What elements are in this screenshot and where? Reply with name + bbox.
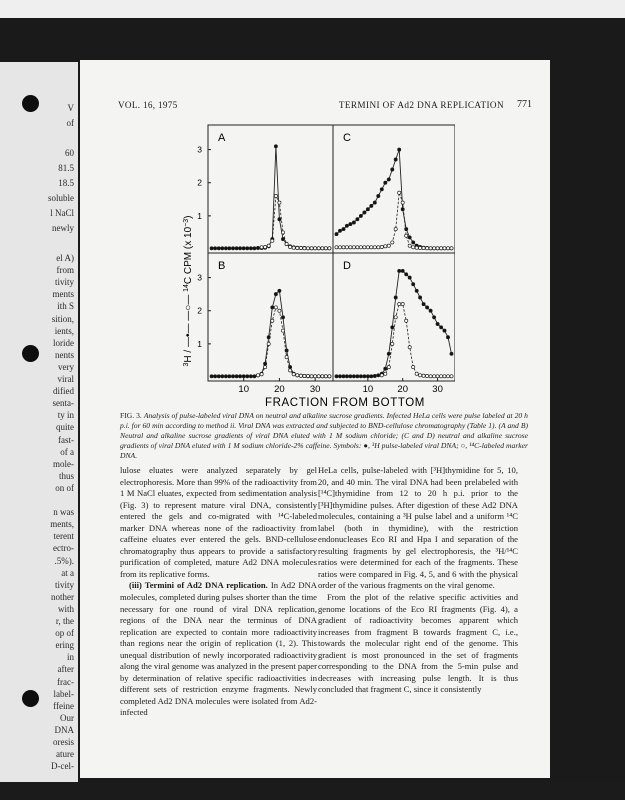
data-point-14c <box>419 374 422 377</box>
data-point-3h <box>391 168 394 171</box>
data-point-3h <box>239 247 242 250</box>
left-page-text: Our <box>60 712 74 723</box>
running-title: TERMINI OF Ad2 DNA REPLICATION <box>338 100 504 110</box>
left-page-text: of a <box>60 446 74 457</box>
data-point-14c <box>306 247 309 250</box>
data-point-14c <box>278 201 281 204</box>
data-point-14c <box>436 247 439 250</box>
data-point-3h <box>253 375 256 378</box>
left-page-text: of <box>66 118 74 128</box>
data-point-3h <box>342 375 345 378</box>
running-header <box>118 100 532 114</box>
data-point-3h <box>398 269 401 272</box>
data-point-3h <box>359 214 362 217</box>
data-point-3h <box>231 247 234 250</box>
data-point-3h <box>377 194 380 197</box>
data-point-14c <box>349 246 352 249</box>
data-point-14c <box>408 244 411 247</box>
body-column-left <box>120 465 317 719</box>
panel-frame <box>208 125 333 253</box>
data-point-3h <box>349 375 352 378</box>
data-point-14c <box>398 191 401 194</box>
data-point-3h <box>278 218 281 221</box>
data-point-3h <box>366 208 369 211</box>
figure-3 <box>175 121 455 411</box>
left-page-text: ith S <box>57 301 74 312</box>
data-point-3h <box>335 375 338 378</box>
left-page-text: ering <box>55 640 74 651</box>
data-point-3h <box>235 375 238 378</box>
data-point-14c <box>328 375 331 378</box>
data-point-3h <box>363 211 366 214</box>
data-point-3h <box>408 276 411 279</box>
data-point-14c <box>314 247 317 250</box>
data-point-14c <box>412 246 415 249</box>
panel-label: D <box>343 260 351 272</box>
data-point-14c <box>359 246 362 249</box>
left-page-text: in <box>66 652 74 663</box>
left-page-text: nents <box>55 349 74 360</box>
data-point-14c <box>285 356 288 359</box>
caption-label: FIG. 3. <box>120 411 142 420</box>
left-page-text: dified <box>53 386 74 397</box>
section-heading: (iii) Termini of Ad2 DNA replication. <box>129 580 268 591</box>
data-point-3h <box>349 223 352 226</box>
data-point-14c <box>299 374 302 377</box>
data-point-14c <box>429 375 432 378</box>
data-point-3h <box>217 247 220 250</box>
data-point-14c <box>324 247 327 250</box>
binder-hole-bottom <box>22 690 39 707</box>
data-point-14c <box>317 375 320 378</box>
paragraph: (iii) Termini of Ad2 DNA replication. In Ad2 DNA molecules, completed during pulses shorter than the time necessary for one round of viral DNA replication, regions of the DNA near the terminus of DNA replication are expected to contain more radioactivity than regions near the origin of replication (1, 2). This unequal distribution of newly incorporated radioactivity along the viral genome was analyzed in the present paper by determination of relative specific radioactivities in different sets of restriction enzyme fragments. Newly completed Ad2 DNA molecules were isolated from Ad2-infected <box>120 580 317 718</box>
data-point-14c <box>422 246 425 249</box>
left-page-text: very <box>58 361 74 372</box>
data-point-3h <box>405 228 408 231</box>
data-point-3h <box>380 188 383 191</box>
data-point-14c <box>433 375 436 378</box>
left-page-text: tivity <box>54 579 74 590</box>
data-point-3h <box>246 247 249 250</box>
left-page-text: 60 <box>65 148 74 158</box>
body-column-right <box>318 465 518 696</box>
left-page-text: V <box>67 103 74 113</box>
data-point-3h <box>253 247 256 250</box>
data-point-3h <box>214 247 217 250</box>
left-page-text: terent <box>53 531 74 542</box>
y-tick-label: 3 <box>197 144 202 155</box>
data-point-3h <box>221 375 224 378</box>
data-point-14c <box>426 247 429 250</box>
data-point-14c <box>405 234 408 237</box>
left-page-text: tivity <box>54 277 74 288</box>
figure-caption <box>120 411 528 461</box>
caption-text: Analysis of pulse-labeled viral DNA on neutral and alkaline sucrose gradients. Infected HeLa cells were pulse labeled at 20 h p.i. for 60 min according to method ii. Viral DNA was extracted and subjected to BND-cellulose chromatography (Table 1). (A and B) Neutral and alkaline sucrose gradients of viral DNA eluted with 1 M sodium chloride; (C and D) neutral and alkaline sucrose gradients of viral DNA eluted with 1 M sodium chloride-2% caffeine. Symbols: ●, ³H pulse-labeled viral DNA; ○, ¹⁴C-labeled marker DNA. <box>120 411 528 460</box>
data-point-3h <box>342 228 345 231</box>
left-page-text: oresis <box>53 737 74 747</box>
data-point-3h <box>231 375 234 378</box>
left-page-text: label- <box>53 688 74 699</box>
data-point-14c <box>267 342 270 345</box>
data-point-3h <box>408 236 411 239</box>
x-tick-label: 10 <box>238 384 250 395</box>
data-point-3h <box>228 375 231 378</box>
data-point-14c <box>260 373 263 376</box>
volume-label: VOL. 16, 1975 <box>118 100 178 110</box>
series-line-14c <box>337 193 452 249</box>
data-point-14c <box>335 246 338 249</box>
data-point-14c <box>377 246 380 249</box>
x-axis-label: FRACTION FROM BOTTOM <box>264 397 426 409</box>
left-page-text: D-cel- <box>51 761 74 772</box>
data-point-14c <box>450 375 453 378</box>
data-point-14c <box>370 246 373 249</box>
data-point-14c <box>321 247 324 250</box>
series-line-3h <box>337 271 452 376</box>
data-point-3h <box>338 375 341 378</box>
data-point-3h <box>256 246 259 249</box>
data-point-14c <box>256 374 259 377</box>
data-point-14c <box>405 319 408 322</box>
data-point-14c <box>446 375 449 378</box>
data-point-14c <box>324 375 327 378</box>
data-point-14c <box>401 201 404 204</box>
data-point-3h <box>352 375 355 378</box>
left-page-text: thus <box>58 470 74 481</box>
data-point-14c <box>328 247 331 250</box>
data-point-3h <box>391 326 394 329</box>
data-point-14c <box>274 306 277 309</box>
x-tick-label: 30 <box>432 384 443 395</box>
data-point-14c <box>289 245 292 248</box>
data-point-14c <box>443 247 446 250</box>
left-page-text: ments, <box>50 519 74 530</box>
left-page-fragment <box>0 62 78 792</box>
left-page-text: ty in <box>57 410 74 421</box>
left-page-text: quite <box>56 422 74 433</box>
data-point-3h <box>249 375 252 378</box>
x-tick-label: 30 <box>309 384 321 395</box>
data-point-3h <box>412 241 415 244</box>
data-point-14c <box>264 245 267 248</box>
data-point-14c <box>415 246 418 249</box>
data-point-3h <box>436 322 439 325</box>
binder-hole-middle <box>22 345 39 362</box>
data-point-14c <box>450 247 453 250</box>
data-point-14c <box>446 247 449 250</box>
left-page-text: on of <box>55 482 74 493</box>
left-page-text: n was <box>53 507 74 518</box>
left-page-text: nother <box>51 591 74 602</box>
data-point-14c <box>342 246 345 249</box>
data-point-3h <box>246 375 249 378</box>
data-point-3h <box>210 375 213 378</box>
left-page-text: after <box>57 664 74 675</box>
data-point-3h <box>359 375 362 378</box>
journal-page <box>80 60 550 778</box>
data-point-14c <box>278 309 281 312</box>
x-tick-label: 20 <box>397 384 409 395</box>
data-point-3h <box>426 306 429 309</box>
data-point-3h <box>228 247 231 250</box>
data-point-3h <box>450 352 453 355</box>
left-page-text: soluble <box>48 193 74 203</box>
data-point-3h <box>373 201 376 204</box>
paragraph: HeLa cells, pulse-labeled with [³H]thymidine for 5, 10, 20, and 40 min. The viral DNA had been prelabeled with [¹⁴C]thymidine from 12 to 20 h p.i. prior to the [³H]thymidine pulses. After digestion of these Ad2 DNA molecules, containing a ³H pulse label and a uniform ¹⁴C label (both in thymidine), with the restriction endonucleases Eco RI and Hpa I and separation of the resulting fragments by gel electrophoresis, the ³H/¹⁴C ratios were determined for each of the fragments. These ratios were compared in Fig. 4, 5, and 6 with the physical order of the various fragments on the viral genome. <box>318 465 518 591</box>
data-point-14c <box>440 247 443 250</box>
paragraph: From the plot of the relative specific activities and genome locations of the Eco RI fragments (Fig. 4), a gradient of radioactivity becomes apparent which increases from fragment B towards fragment C, i.e., towards the molecular right end of the genome. This gradient is most pronounced in the set of fragments corresponding to the DNA from the 5-min pulse and decreases with increasing pulse length. It is thus concluded that fragment C, since it consistently <box>318 592 518 695</box>
data-point-14c <box>408 346 411 349</box>
data-point-3h <box>384 181 387 184</box>
data-point-3h <box>345 375 348 378</box>
data-point-3h <box>387 352 390 355</box>
data-point-14c <box>429 247 432 250</box>
data-point-3h <box>224 375 227 378</box>
data-point-14c <box>436 375 439 378</box>
data-point-14c <box>260 246 263 249</box>
data-point-14c <box>387 366 390 369</box>
data-point-14c <box>387 244 390 247</box>
x-tick-label: 10 <box>362 384 374 395</box>
data-point-3h <box>271 306 274 309</box>
panel-frame <box>333 125 455 253</box>
data-point-14c <box>401 303 404 306</box>
data-point-14c <box>426 374 429 377</box>
data-point-14c <box>363 246 366 249</box>
left-page-text: ectro- <box>53 543 74 554</box>
data-point-3h <box>401 269 404 272</box>
data-point-14c <box>419 246 422 249</box>
data-point-14c <box>345 246 348 249</box>
data-point-3h <box>394 296 397 299</box>
y-tick-label: 1 <box>197 210 202 221</box>
data-point-3h <box>422 303 425 306</box>
left-page-text: newly <box>52 223 74 233</box>
data-point-3h <box>356 218 359 221</box>
data-point-3h <box>356 375 359 378</box>
data-point-14c <box>303 247 306 250</box>
data-point-14c <box>373 246 376 249</box>
data-point-3h <box>373 374 376 377</box>
data-point-14c <box>303 374 306 377</box>
data-point-14c <box>366 246 369 249</box>
data-point-3h <box>338 229 341 232</box>
left-page-text: frac- <box>57 676 74 687</box>
data-point-3h <box>278 289 281 292</box>
data-point-3h <box>446 336 449 339</box>
left-page-text: r, the <box>55 616 74 626</box>
data-point-14c <box>356 246 359 249</box>
series-line-14c <box>382 304 452 376</box>
data-point-3h <box>366 375 369 378</box>
data-point-14c <box>384 245 387 248</box>
data-point-14c <box>422 374 425 377</box>
data-point-3h <box>384 367 387 370</box>
data-point-14c <box>433 247 436 250</box>
data-point-3h <box>249 247 252 250</box>
data-point-14c <box>274 194 277 197</box>
data-point-14c <box>338 246 341 249</box>
panel-label: B <box>218 260 226 272</box>
data-point-3h <box>433 316 436 319</box>
data-point-14c <box>267 244 270 247</box>
data-point-3h <box>398 148 401 151</box>
data-point-3h <box>242 247 245 250</box>
data-point-14c <box>394 316 397 319</box>
data-point-14c <box>285 242 288 245</box>
data-point-3h <box>377 374 380 377</box>
data-point-14c <box>310 375 313 378</box>
data-point-14c <box>264 366 267 369</box>
left-page-text: fast- <box>58 434 74 445</box>
data-point-14c <box>292 246 295 249</box>
data-point-14c <box>391 241 394 244</box>
panel-label: A <box>218 132 226 144</box>
data-point-14c <box>296 374 299 377</box>
data-point-3h <box>281 238 284 241</box>
data-point-3h <box>221 247 224 250</box>
data-point-14c <box>296 246 299 249</box>
data-point-14c <box>281 231 284 234</box>
scanner-frame-bottom <box>0 782 625 800</box>
left-page-text: ffeine <box>53 700 74 711</box>
data-point-14c <box>281 329 284 332</box>
figure-3-chart <box>175 121 455 411</box>
data-point-3h <box>387 178 390 181</box>
data-point-14c <box>271 319 274 322</box>
data-point-14c <box>398 303 401 306</box>
data-point-3h <box>412 283 415 286</box>
left-page-text: sition, <box>51 313 74 324</box>
data-point-14c <box>310 247 313 250</box>
y-tick-label: 1 <box>197 338 202 349</box>
left-page-text: mole- <box>53 458 74 469</box>
data-point-14c <box>415 372 418 375</box>
data-point-3h <box>214 375 217 378</box>
data-point-14c <box>384 372 387 375</box>
data-point-3h <box>352 221 355 224</box>
data-point-3h <box>235 247 238 250</box>
left-page-text: ients, <box>54 325 74 336</box>
panel-label: C <box>343 132 351 144</box>
data-point-3h <box>239 375 242 378</box>
data-point-3h <box>429 309 432 312</box>
data-point-3h <box>224 247 227 250</box>
data-point-3h <box>419 296 422 299</box>
data-point-3h <box>370 375 373 378</box>
data-point-14c <box>299 246 302 249</box>
data-point-14c <box>317 247 320 250</box>
left-page-text: l NaCl <box>50 208 74 218</box>
left-page-text: from <box>56 265 74 276</box>
left-page-text: loride <box>53 337 74 348</box>
data-point-3h <box>443 329 446 332</box>
data-point-3h <box>363 375 366 378</box>
left-page-text: senta- <box>52 398 74 409</box>
panel-frame <box>208 253 333 381</box>
data-point-14c <box>443 375 446 378</box>
data-point-3h <box>210 247 213 250</box>
binder-hole-top <box>22 95 39 112</box>
data-point-14c <box>314 375 317 378</box>
left-page-text: ments <box>52 289 74 300</box>
data-point-14c <box>289 369 292 372</box>
data-point-14c <box>380 374 383 377</box>
data-point-3h <box>345 224 348 227</box>
left-page-text: el A) <box>56 253 74 263</box>
data-point-3h <box>274 145 277 148</box>
data-point-3h <box>281 316 284 319</box>
data-point-14c <box>391 342 394 345</box>
paragraph: lulose eluates were analyzed separately by gel electrophoresis. More than 99% of the radioactivity from 1 M NaCl eluates, expected from sedimentation analysis (Fig. 3) to represent mature viral DNA, consistently entered the gels and co-migrated with ¹⁴C-labeled marker DNA whereas none of the radioactivity from caffeine eluates ever entered the gels. BND-cellulose chromatography thus appears to provide a satisfactory purification of completed, mature Ad2 DNA molecules from its replicative forms. <box>120 465 317 579</box>
left-page-text: with <box>57 603 74 614</box>
data-point-14c <box>394 228 397 231</box>
data-point-3h <box>394 158 397 161</box>
y-tick-label: 2 <box>197 305 202 316</box>
y-axis-label: $^3$H / —•— —○— $^{14}$C CPM (x $10^{-3}$) <box>183 215 194 367</box>
series-line-3h <box>337 150 452 249</box>
series-line-14c <box>258 307 329 376</box>
left-page-text: 81.5 <box>58 163 74 173</box>
left-page-text: DNA <box>54 724 74 735</box>
data-point-14c <box>440 375 443 378</box>
series-line-3h <box>212 146 330 248</box>
data-point-3h <box>335 233 338 236</box>
left-page-text: at a <box>61 567 74 578</box>
scanner-frame-top <box>0 0 625 18</box>
data-point-14c <box>380 245 383 248</box>
data-point-3h <box>440 326 443 329</box>
data-point-3h <box>274 293 277 296</box>
left-page-text: ature <box>56 749 74 760</box>
data-point-3h <box>415 289 418 292</box>
data-point-3h <box>217 375 220 378</box>
left-page-text: viral <box>57 374 74 384</box>
data-point-3h <box>242 375 245 378</box>
y-tick-label: 2 <box>197 177 202 188</box>
data-point-3h <box>370 204 373 207</box>
y-tick-label: 3 <box>197 272 202 283</box>
data-point-3h <box>405 273 408 276</box>
page-number: 771 <box>517 99 532 110</box>
data-point-14c <box>412 366 415 369</box>
data-point-14c <box>352 246 355 249</box>
left-page-text: 18.5 <box>58 178 74 188</box>
left-page-text: op of <box>55 628 74 639</box>
x-tick-label: 20 <box>274 384 285 395</box>
data-point-14c <box>271 239 274 242</box>
data-point-14c <box>321 375 324 378</box>
data-point-14c <box>292 373 295 376</box>
data-point-14c <box>306 374 309 377</box>
left-page-text: .5%). <box>54 555 74 566</box>
